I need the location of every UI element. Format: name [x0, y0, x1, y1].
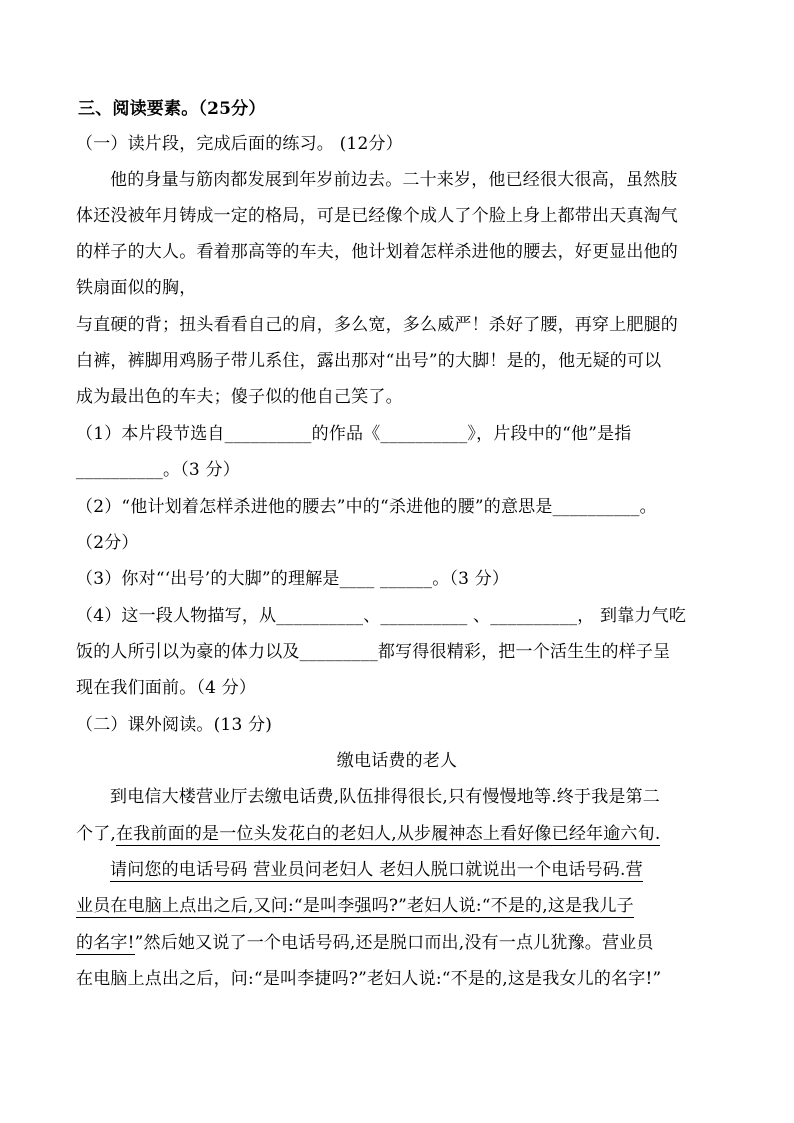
article-title: 缴电话费的老人 [336, 751, 458, 771]
question-1-cont: __________。（3 分） [76, 460, 240, 480]
question-3: （3）你对“‘出号’的大脚”的理解是____ ______。（3 分） [76, 569, 510, 589]
article-line: 在电脑上点出之后，问:“是叫李捷吗?”老妇人说:“不是的,这是我女儿的名字!” [76, 969, 662, 989]
article-line: 到电信大楼营业厅去缴电话费,队伍排得很长,只有慢慢地等.终于我是第二 [110, 787, 661, 807]
part2-heading: （二）课外阅读。(13 分) [76, 715, 273, 735]
passage-line: 的样子的大人。看着那高等的车夫，他计划着怎样杀进他的腰去，好更显出他的 [76, 242, 678, 262]
article-text: 个了, [76, 824, 117, 844]
passage-line: 铁扇面似的胸， [76, 278, 197, 298]
article-line [76, 931, 654, 955]
passage-line: 体还没被年月铸成一定的格局，可是已经像个成人了个脸上身上都带出天真淘气 [76, 206, 678, 226]
question-1: （1）本片段节选自__________的作品《__________》，片段中的“他”是指 [76, 424, 632, 444]
underlined-sentence: 请问您的电话号码 营业员问老妇人 老妇人脱口就说出一个电话号码.营 [110, 860, 643, 880]
question-2-score: （2分） [76, 533, 139, 553]
question-4-cont: 饭的人所引以为豪的体力以及_________都写得很精彩，把一个活生生的样子呈 [76, 642, 671, 662]
passage-line: 与直硬的背；扭头看看自己的肩，多么宽，多么威严！杀好了腰，再穿上肥腿的 [76, 315, 678, 335]
passage-line: 他的身量与筋肉都发展到年岁前边去。二十来岁，他已经很大很高，虽然肢 [110, 170, 678, 190]
article-line [76, 894, 634, 918]
underlined-sentence: 在我前面的是一位头发花白的老妇人,从步履神态上看好像已经年逾六旬. [116, 824, 661, 844]
question-2: （2）“他计划着怎样杀进他的腰去”中的“杀进他的腰”的意思是__________。 [76, 497, 657, 517]
article-line [110, 858, 643, 882]
part1-heading: （一）读片段，完成后面的练习。 (12分） [76, 134, 403, 154]
article-text: ”然后她又说了一个电话号码,还是脱口而出,没有一点儿犹豫。营业员 [134, 933, 654, 953]
article-line [76, 822, 660, 846]
section-title: 三、阅读要素。（25分） [78, 99, 266, 119]
underlined-sentence: 业员在电脑上点出之后,又问:“是叫李强吗?”老妇人说:“不是的,这是我儿子 [76, 896, 634, 916]
passage-line: 白裤，裤脚用鸡肠子带儿系住，露出那对“出号”的大脚！是的，他无疑的可以 [76, 351, 662, 371]
question-4-cont: 现在我们面前。（4 分） [76, 678, 257, 698]
passage-line: 成为最出色的车夫；傻子似的他自己笑了。 [76, 387, 403, 407]
question-4: （4）这一段人物描写，从__________、__________ 、__________， 到靠力气吃 [76, 606, 687, 626]
underlined-sentence: 的名字! [76, 933, 135, 953]
